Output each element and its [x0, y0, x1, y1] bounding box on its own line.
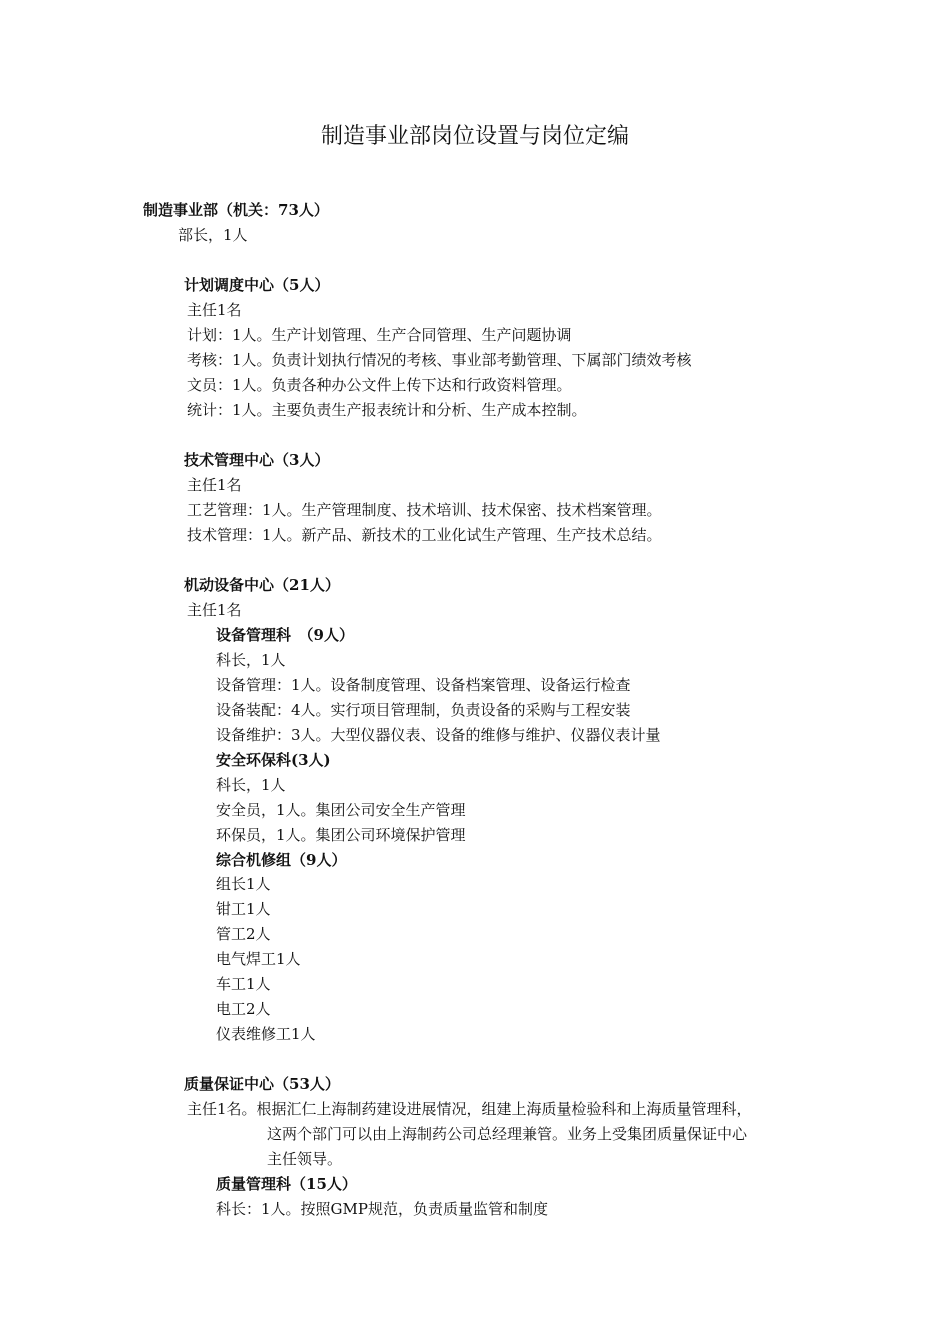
tech-center-line: 主任1名	[187, 476, 242, 494]
org-heading: 制造事业部（机关：73人）	[143, 201, 329, 219]
repair-group-line: 电气焊工1人	[216, 950, 301, 968]
planning-center-line: 统计：1人。主要负责生产报表统计和分析、生产成本控制。	[187, 401, 587, 419]
qm-section-heading: 质量管理科（15人）	[216, 1175, 357, 1193]
repair-group-line: 电工2人	[216, 1000, 271, 1018]
equipment-center-heading: 机动设备中心（21人）	[184, 576, 340, 594]
tech-center-line: 技术管理：1人。新产品、新技术的工业化试生产管理、生产技术总结。	[187, 526, 662, 544]
document-title: 制造事业部岗位设置与岗位定编	[320, 124, 629, 149]
planning-center-line: 主任1名	[187, 301, 242, 319]
quality-center-director-line: 主任1名。根据汇仁上海制药建设进展情况，组建上海质量检验科和上海质量管理科，	[187, 1100, 752, 1118]
safety-section-line: 科长，1人	[216, 776, 286, 794]
safety-section-heading: 安全环保科(3人)	[216, 751, 331, 769]
org-head-line: 部长，1人	[178, 226, 248, 244]
repair-group-line: 钳工1人	[216, 900, 271, 918]
repair-group-line: 组长1人	[216, 875, 271, 893]
repair-group-line: 车工1人	[216, 975, 271, 993]
planning-center-heading: 计划调度中心（5人）	[184, 276, 330, 294]
quality-center-director-line: 主任领导。	[267, 1150, 343, 1168]
equipment-center-director: 主任1名	[187, 601, 242, 619]
qm-section-line: 科长：1人。按照GMP规范，负责质量监管和制度	[216, 1200, 548, 1218]
safety-section-line: 环保员，1人。集团公司环境保护管理	[216, 826, 466, 844]
quality-center-heading: 质量保证中心（53人）	[184, 1075, 340, 1093]
repair-group-heading: 综合机修组（9人）	[216, 851, 347, 869]
tech-center-heading: 技术管理中心（3人）	[184, 451, 330, 469]
planning-center-line: 计划：1人。生产计划管理、生产合同管理、生产问题协调	[187, 326, 572, 344]
repair-group-line: 仪表维修工1人	[216, 1025, 316, 1043]
equipment-section-line: 设备维护：3人。大型仪器仪表、设备的维修与维护、仪器仪表计量	[216, 726, 661, 744]
equipment-section-line: 科长，1人	[216, 651, 286, 669]
planning-center-line: 文员：1人。负责各种办公文件上传下达和行政资料管理。	[187, 376, 572, 394]
repair-group-line: 管工2人	[216, 925, 271, 943]
tech-center-line: 工艺管理：1人。生产管理制度、技术培训、技术保密、技术档案管理。	[187, 501, 662, 519]
equipment-section-heading: 设备管理科 （9人）	[216, 626, 354, 644]
equipment-section-line: 设备管理：1人。设备制度管理、设备档案管理、设备运行检查	[216, 676, 631, 694]
equipment-section-line: 设备装配：4人。实行项目管理制，负责设备的采购与工程安装	[216, 701, 631, 719]
planning-center-line: 考核：1人。负责计划执行情况的考核、事业部考勤管理、下属部门绩效考核	[187, 351, 692, 369]
quality-center-director-line: 这两个部门可以由上海制药公司总经理兼管。业务上受集团质量保证中心	[267, 1125, 748, 1143]
safety-section-line: 安全员，1人。集团公司安全生产管理	[216, 801, 466, 819]
